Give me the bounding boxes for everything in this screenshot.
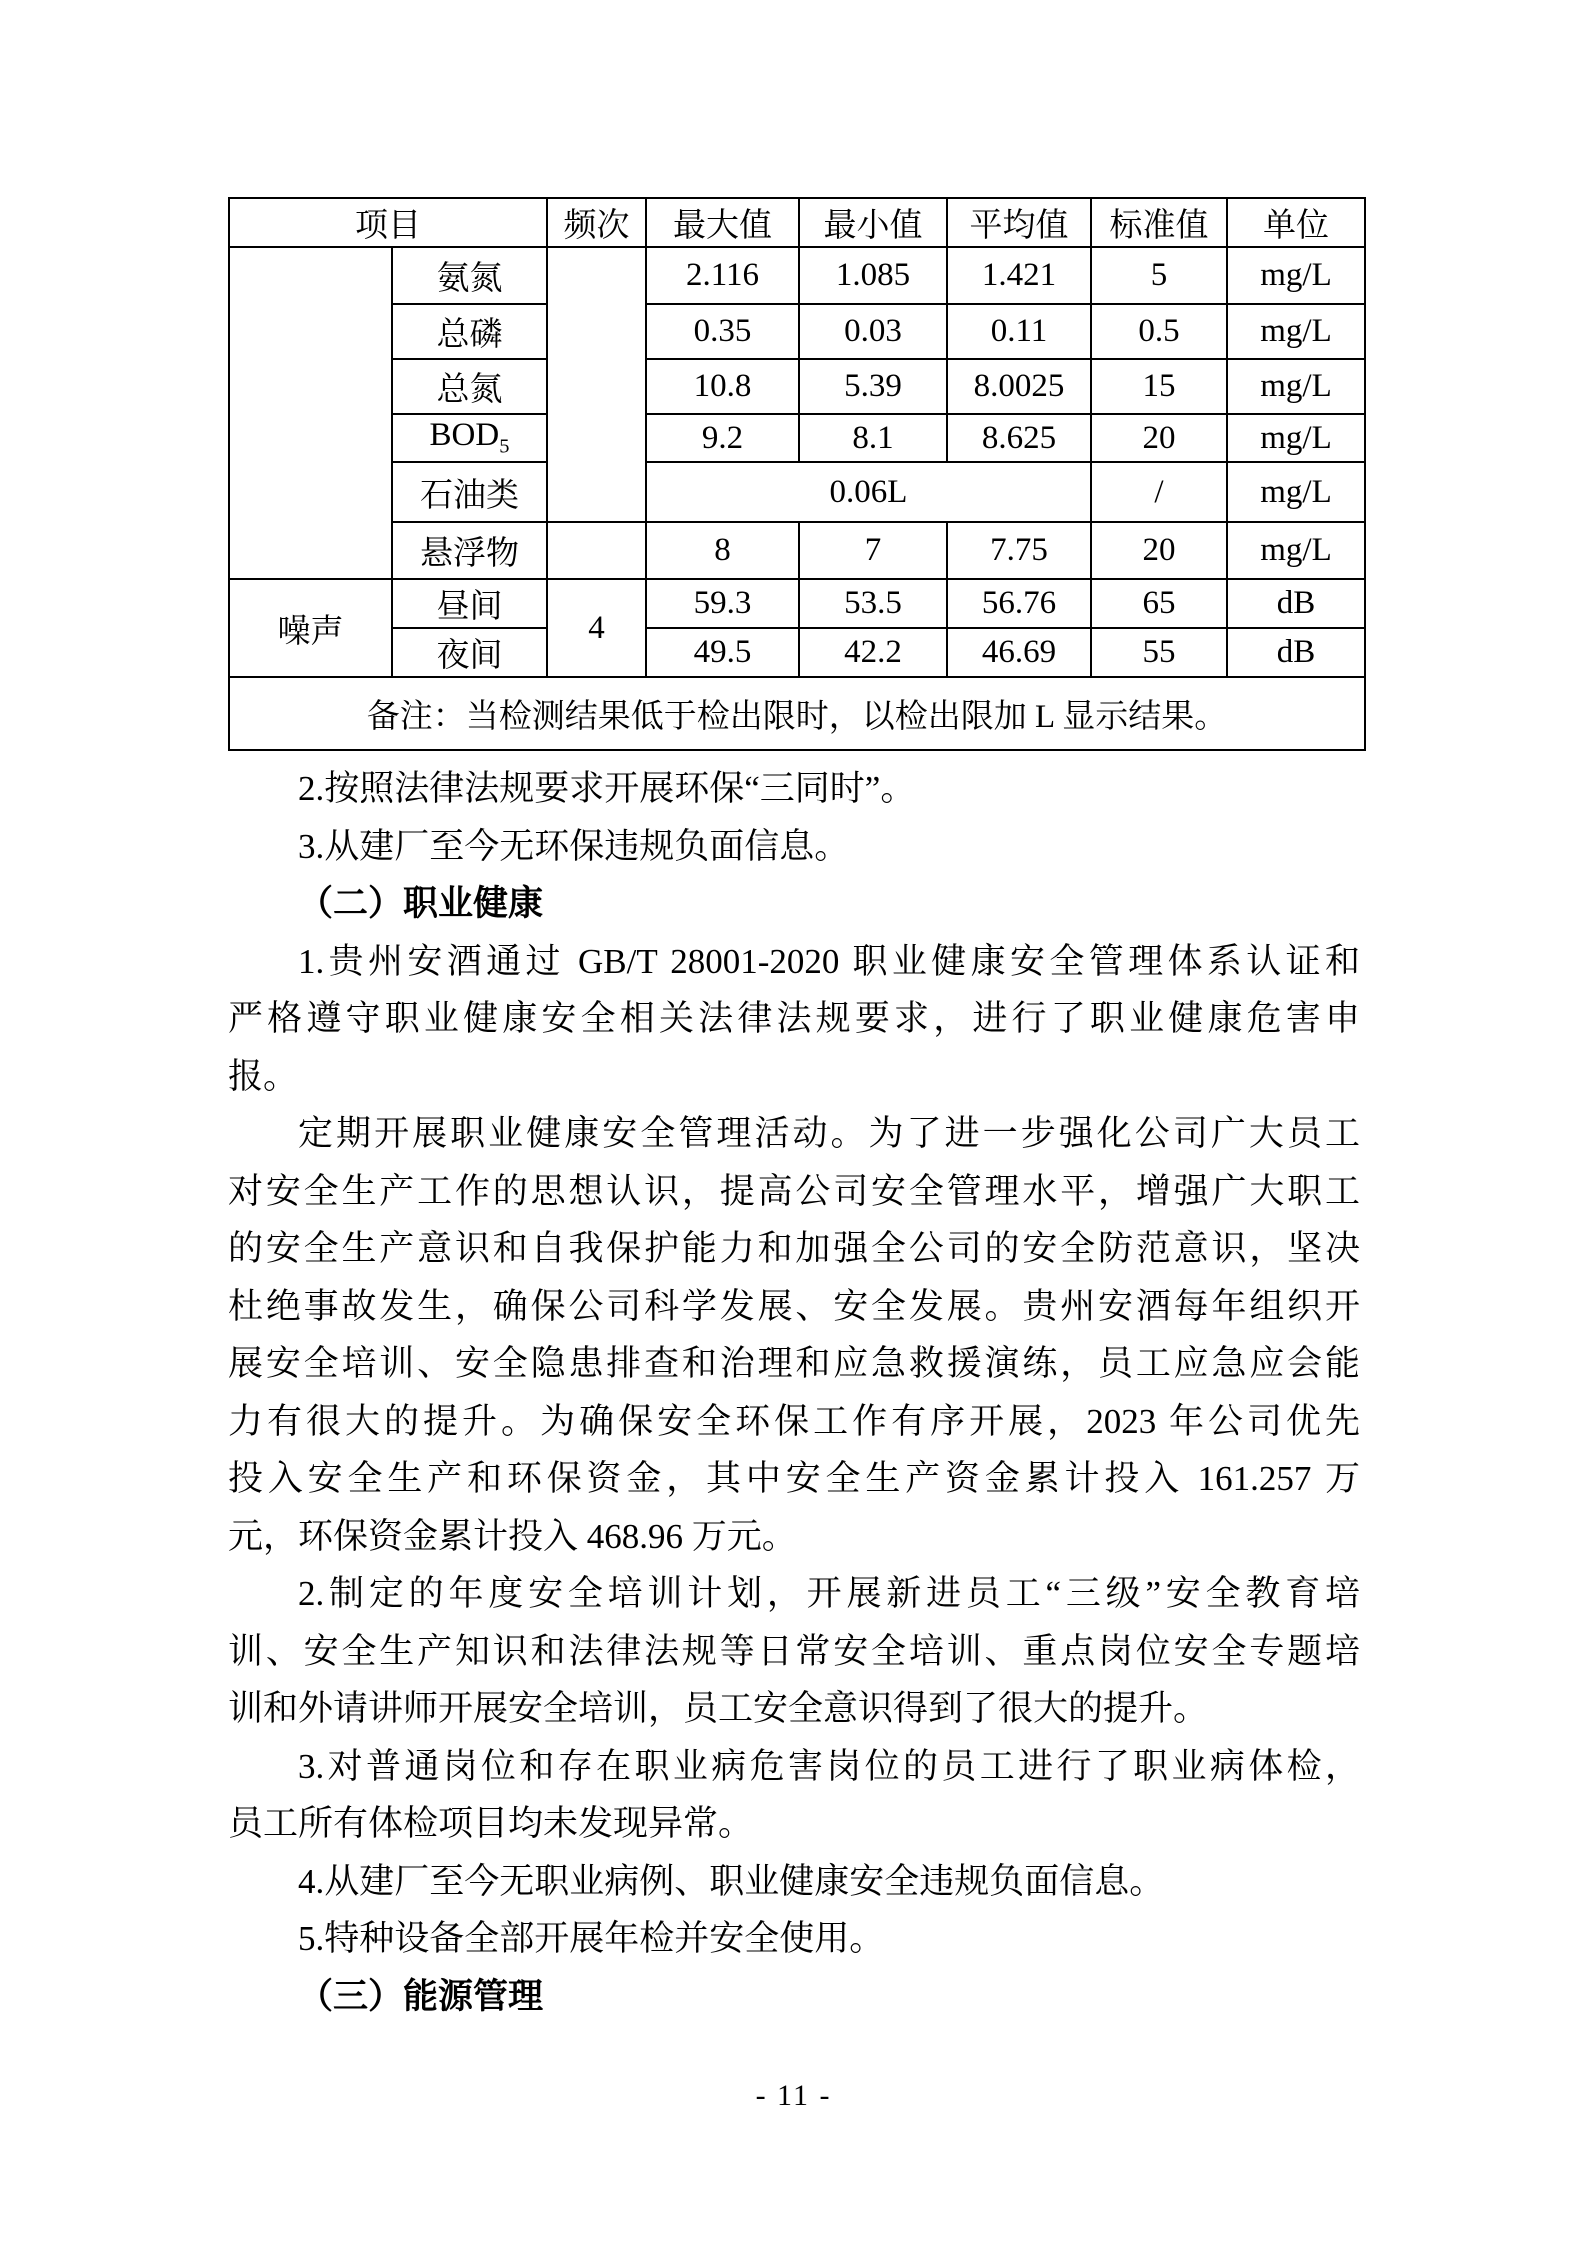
- item-cell: 总氮: [392, 359, 547, 414]
- group-cell-empty: [229, 247, 392, 579]
- text-line: 定期开展职业健康安全管理活动。为了进一步强化公司广大员工: [298, 1114, 1360, 1153]
- table-row: [229, 359, 1365, 414]
- item-cell: 总磷: [392, 304, 547, 359]
- std-cell: 55: [1091, 628, 1227, 677]
- avg-cell: 8.0025: [947, 359, 1091, 414]
- paragraph: [228, 818, 1360, 876]
- std-cell: 0.5: [1091, 304, 1227, 359]
- merged-value-cell: 0.06L: [646, 462, 1091, 522]
- header-min: 最小值: [799, 198, 947, 247]
- text-line: 4.从建厂至今无职业病例、职业健康安全违规负面信息。: [298, 1861, 1165, 1901]
- table-note: 备注：当检测结果低于检出限时，以检出限加 L 显示结果。: [229, 677, 1365, 750]
- page-content: [228, 197, 1364, 2025]
- text-line: 2.按照法律法规要求开展环保“三同时”。: [298, 769, 916, 808]
- text-line: 1.贵州安酒通过 GB/T 28001-2020 职业健康安全管理体系认证和: [298, 941, 1360, 981]
- unit-cell: mg/L: [1227, 304, 1365, 359]
- paragraph: [228, 933, 1360, 1106]
- table-row: [229, 304, 1365, 359]
- table-row: [229, 462, 1365, 522]
- item-cell: 昼间: [392, 579, 547, 628]
- min-cell: 53.5: [799, 579, 947, 628]
- table-row: [229, 414, 1365, 462]
- unit-cell: dB: [1227, 579, 1365, 628]
- std-cell: 20: [1091, 414, 1227, 462]
- text-line: 力有很大的提升。为确保安全环保工作有序开展，2023 年公司优先: [228, 1401, 1360, 1441]
- text-line: 元，环保资金累计投入 468.96 万元。: [228, 1516, 797, 1556]
- header-max: 最大值: [646, 198, 799, 247]
- page-number: - 11 -: [755, 2079, 832, 2112]
- text-line: 的安全生产意识和自我保护能力和加强全公司的安全防范意识，坚决: [228, 1229, 1360, 1268]
- heading-line: （二）职业健康: [298, 884, 544, 923]
- frequency-cell-empty: [547, 247, 646, 522]
- monitoring-results-table: [228, 197, 1366, 751]
- max-cell: 10.8: [646, 359, 799, 414]
- unit-cell: mg/L: [1227, 359, 1365, 414]
- table-row: [229, 247, 1365, 304]
- header-item: 项目: [229, 198, 547, 247]
- avg-cell: 1.421: [947, 247, 1091, 304]
- text-line: 3.从建厂至今无环保违规负面信息。: [298, 826, 850, 866]
- max-cell: 0.35: [646, 304, 799, 359]
- avg-cell: 56.76: [947, 579, 1091, 628]
- group-cell-noise: 噪声: [229, 579, 392, 677]
- paragraph: [228, 1565, 1360, 1738]
- header-unit: 单位: [1227, 198, 1365, 247]
- min-cell: 0.03: [799, 304, 947, 359]
- avg-cell: 8.625: [947, 414, 1091, 462]
- header-standard: 标准值: [1091, 198, 1227, 247]
- avg-cell: 0.11: [947, 304, 1091, 359]
- item-cell: 夜间: [392, 628, 547, 677]
- min-cell: 7: [799, 522, 947, 579]
- avg-cell: 7.75: [947, 522, 1091, 579]
- text-line: 杜绝事故发生，确保公司科学发展、安全发展。贵州安酒每年组织开: [228, 1286, 1360, 1326]
- frequency-cell-empty: [547, 522, 646, 579]
- body-text: [228, 760, 1360, 2025]
- table-header-row: [229, 198, 1365, 247]
- max-cell: 59.3: [646, 579, 799, 628]
- item-cell: 悬浮物: [392, 522, 547, 579]
- bod-label: BOD: [429, 417, 500, 454]
- text-line: 投入安全生产和环保资金，其中安全生产资金累计投入 161.257 万: [228, 1459, 1360, 1498]
- text-line: 员工所有体检项目均未发现异常。: [228, 1804, 754, 1843]
- text-line: 3.对普通岗位和存在职业病危害岗位的员工进行了职业病体检，: [298, 1746, 1360, 1786]
- max-cell: 8: [646, 522, 799, 579]
- std-cell: 20: [1091, 522, 1227, 579]
- text-line: 严格遵守职业健康安全相关法律法规要求，进行了职业健康危害申: [228, 999, 1360, 1038]
- paragraph: [228, 1738, 1360, 1853]
- avg-cell: 46.69: [947, 628, 1091, 677]
- header-avg: 平均值: [947, 198, 1091, 247]
- item-cell-bod: [392, 414, 547, 462]
- min-cell: 1.085: [799, 247, 947, 304]
- max-cell: 9.2: [646, 414, 799, 462]
- unit-cell: mg/L: [1227, 414, 1365, 462]
- heading-line: （三）能源管理: [298, 1976, 544, 2016]
- paragraph: [228, 760, 1360, 818]
- unit-cell: dB: [1227, 628, 1365, 677]
- min-cell: 5.39: [799, 359, 947, 414]
- header-frequency: 频次: [547, 198, 646, 247]
- text-line: 对安全生产工作的思想认识，提高公司安全管理水平，增强广大职工: [228, 1171, 1360, 1211]
- std-cell: /: [1091, 462, 1227, 522]
- max-cell: 49.5: [646, 628, 799, 677]
- std-cell: 15: [1091, 359, 1227, 414]
- min-cell: 8.1: [799, 414, 947, 462]
- paragraph: [228, 1853, 1360, 1911]
- text-line: 5.特种设备全部开展年检并安全使用。: [298, 1919, 885, 1958]
- std-cell: 5: [1091, 247, 1227, 304]
- table-note-row: [229, 677, 1365, 750]
- bod-subscript: 5: [499, 435, 510, 458]
- min-cell: 42.2: [799, 628, 947, 677]
- item-cell: 石油类: [392, 462, 547, 522]
- section-heading: [228, 875, 1360, 933]
- paragraph: [228, 1910, 1360, 1968]
- unit-cell: mg/L: [1227, 247, 1365, 304]
- table-row-noise-night: [229, 628, 1365, 677]
- paragraph: [228, 1105, 1360, 1565]
- unit-cell: mg/L: [1227, 522, 1365, 579]
- max-cell: 2.116: [646, 247, 799, 304]
- text-line: 展安全培训、安全隐患排查和治理和应急救援演练，员工应急应会能: [228, 1344, 1360, 1383]
- text-line: 2.制定的年度安全培训计划，开展新进员工“三级”安全教育培: [298, 1574, 1360, 1613]
- section-heading: [228, 1968, 1360, 2026]
- table-row-noise-day: [229, 579, 1365, 628]
- table-row: [229, 522, 1365, 579]
- unit-cell: mg/L: [1227, 462, 1365, 522]
- text-line: 训和外请讲师开展安全培训，员工安全意识得到了很大的提升。: [228, 1689, 1209, 1728]
- text-line: 报。: [228, 1056, 299, 1096]
- text-line: 训、安全生产知识和法律法规等日常安全培训、重点岗位安全专题培: [228, 1631, 1360, 1671]
- frequency-cell: 4: [547, 579, 646, 677]
- item-cell: 氨氮: [392, 247, 547, 304]
- std-cell: 65: [1091, 579, 1227, 628]
